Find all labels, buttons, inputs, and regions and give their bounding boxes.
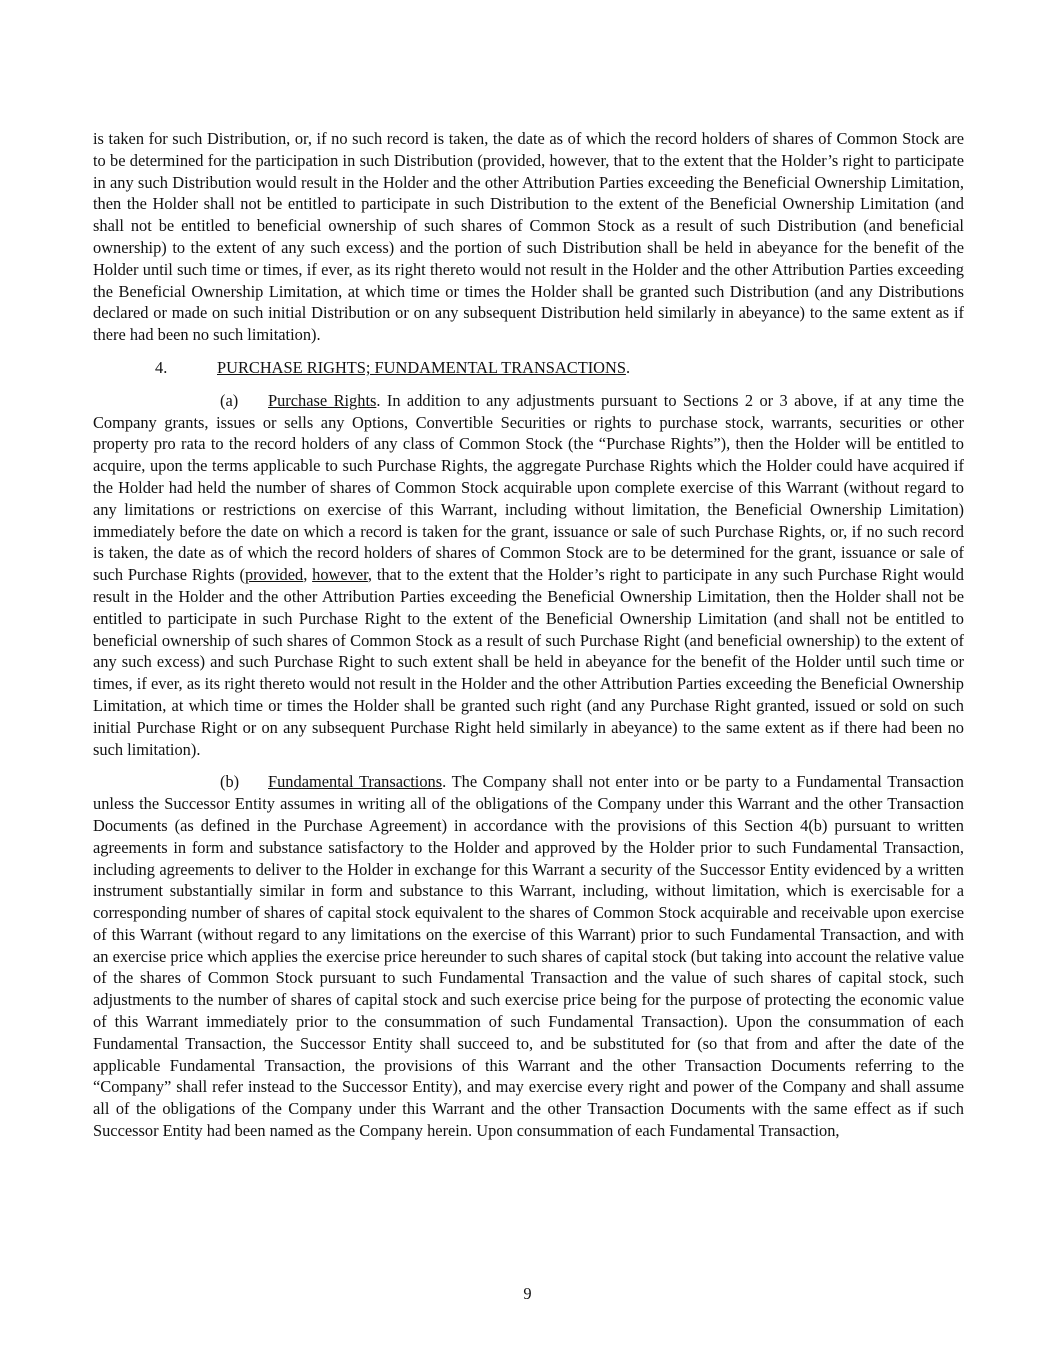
document-page xyxy=(93,128,964,1142)
subsection-a-label: (a) xyxy=(220,390,239,410)
subsection-b-paragraph xyxy=(93,771,964,1142)
subsection-b-heading: Fundamental Transactions xyxy=(268,772,443,792)
subsection-a-text-2: , that to the extent that the Holder’s right to participate in any such Purchase Right would result in the Holder and the other Attribution Parties exceeding the Beneficial Ownership Limitation, then the Holder shall not be entitled to participate in such Purchase Right to the extent of the Beneficial Ownership Limitation (and shall not be entitled to beneficial ownership of such shares of Common Stock as a result of such Purchase Right (and beneficial ownership) to the extent of any such excess) and such Purchase Right to such extent shall be held in abeyance for the benefit of the Holder until such time or times, if ever, as its right thereto would not result in the Holder and the other Attribution Parties exceeding the Beneficial Ownership Limitation, at which time or times the Holder shall be granted such right (and any Purchase Right granted, issued or sold on such initial Purchase Right or on any subsequent Purchase Right held similarly in abeyance) to the same extent as if there had been no such limitation). xyxy=(93,565,965,759)
subsection-a-paragraph xyxy=(93,390,964,761)
section-number: 4. xyxy=(155,357,168,377)
subsection-a-heading: Purchase Rights xyxy=(268,390,377,410)
comma: , xyxy=(303,565,313,585)
continuation-paragraph: is taken for such Distribution, or, if no such record is taken, the date as of which the record holders of shares of Common Stock are to be determined for the participation in such Distribution (provided, however, that to the extent that the Holder’s right to participate in any such Distribution would result in the Holder and the other Attribution Parties exceeding the Beneficial Ownership Limitation, then the Holder shall not be entitled to participate in such Distribution to the extent of the Beneficial Ownership Limitation (and shall not be entitled to beneficial ownership of such shares of Common Stock as a result of such Distribution (and beneficial ownership) to the extent of any such excess) and the portion of such Distribution shall be held in abeyance for the benefit of the Holder until such time or times, if ever, as its right thereto would not result in the Holder and the other Attribution Parties exceeding the Beneficial Ownership Limitation, at which time or times the Holder shall be granted such Distribution (and any Distributions declared or made on such initial Distribution or on any subsequent Distribution held similarly in abeyance) to the same extent as if there had been no such limitation). xyxy=(93,129,964,345)
subsection-b-label: (b) xyxy=(220,772,240,792)
section-title: PURCHASE RIGHTS; FUNDAMENTAL TRANSACTIONS xyxy=(217,357,626,377)
provided-term: provided xyxy=(244,565,304,585)
subsection-b-text: . The Company shall not enter into or be party to a Fundamental Transaction unless the Successor Entity assumes in writing all of the obligations of the Company under this Warrant and the other Transaction Documents (as defined in the Purchase Agreement) in accordance with the provisions of this Section 4(b) pursuant to written agreements in form and substance satisfactory to the Holder and approved by the Holder prior to such Fundamental Transaction, including agreements to deliver to the Holder in exchange for this Warrant a security of the Successor Entity evidenced by a written instrument substantially similar in form and substance to this Warrant, including, without limitation, which is exercisable for a corresponding number of shares of capital stock equivalent to the shares of Common Stock acquirable and receivable upon exercise of this Warrant (without regard to any limitations on the exercise of this Warrant) prior to such Fundamental Transaction, and with an exercise price which applies the exercise price hereunder to such shares of capital stock (but taking into account the relative value of the shares of Common Stock pursuant to such Fundamental Transaction and the value of such shares of capital stock, such adjustments to the number of shares of capital stock and such exercise price being for the purpose of protecting the economic value of this Warrant immediately prior to the consummation of such Fundamental Transaction). Upon the consummation of each Fundamental Transaction, the Successor Entity shall succeed to, and be substituted for (so that from and after the date of the applicable Fundamental Transaction, the provisions of this Warrant and the other Transaction Documents referring to the “Company” shall refer instead to the Successor Entity), and may exercise every right and power of the Company and shall assume all of the obligations of the Company under this Warrant and the other Transaction Documents with the same effect as if such Successor Entity had been named as the Company herein. Upon consummation of each Fundamental Transaction, xyxy=(93,772,964,1141)
page-number: 9 xyxy=(523,1284,532,1303)
however-term: however xyxy=(312,565,368,585)
subsection-a-text-1: . In addition to any adjustments pursuant to Sections 2 or 3 above, if at any time the Company grants, issues or sells any Options, Convertible Securities or rights to purchase stock, warrants, securities or other property pro rata to the record holders of any class of Common Stock (the “Purchase Rights”), then the Holder will be entitled to acquire, upon the terms applicable to such Purchase Rights, the aggregate Purchase Rights which the Holder could have acquired if the Holder had held the number of shares of Common Stock acquirable upon complete exercise of this Warrant (without regard to any limitations or restrictions on exercise of this Warrant, including without limitation, the Beneficial Ownership Limitation) immediately before the date on which a record is taken for the grant, issuance or sale of such Purchase Rights, or, if no such record is taken, the date as of which the record holders of shares of Common Stock are to be determined for the grant, issuance or sale of such Purchase Rights ( xyxy=(93,390,964,585)
section-title-period: . xyxy=(625,357,631,377)
section-4-heading xyxy=(93,357,964,379)
